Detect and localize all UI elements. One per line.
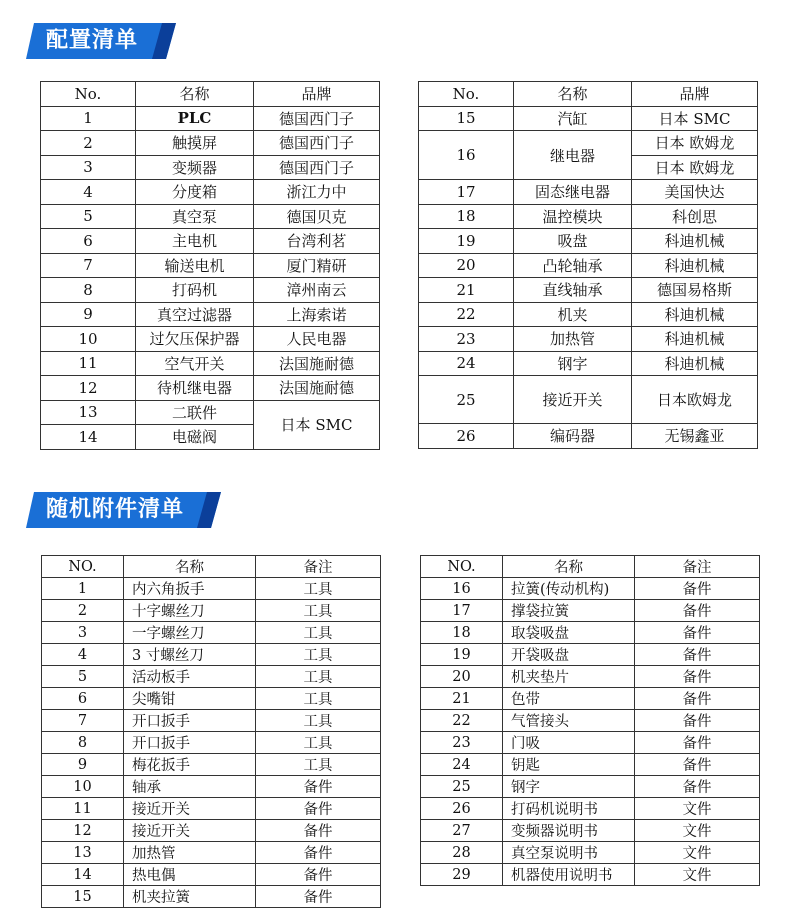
cell-brand: 日本 SMC <box>254 400 380 449</box>
cell-no: 22 <box>419 302 514 327</box>
table-row <box>41 351 380 376</box>
cell-brand: 德国西门子 <box>254 155 380 180</box>
table-row <box>421 622 760 644</box>
cell-no: 7 <box>41 253 136 278</box>
cell-remark: 备件 <box>256 776 381 798</box>
table-row <box>42 754 381 776</box>
cell-no: 29 <box>421 864 503 886</box>
table-row <box>41 400 380 425</box>
table-row <box>421 820 760 842</box>
cell-remark: 工具 <box>256 710 381 732</box>
cell-brand: 德国西门子 <box>254 106 380 131</box>
cell-name: 吸盘 <box>514 229 632 254</box>
cell-remark: 备件 <box>635 754 760 776</box>
cell-name: 固态继电器 <box>514 180 632 205</box>
config-table-left <box>40 81 380 450</box>
cell-no: 5 <box>42 666 124 688</box>
cell-name: 机夹拉簧 <box>124 886 256 908</box>
table-row <box>419 180 758 205</box>
cell-remark: 备件 <box>635 622 760 644</box>
header-no: No. <box>41 82 136 107</box>
cell-no: 25 <box>419 376 514 424</box>
table-row <box>42 578 381 600</box>
cell-name: PLC <box>136 106 254 131</box>
cell-name: 内六角扳手 <box>124 578 256 600</box>
cell-name: 门吸 <box>503 732 635 754</box>
cell-no: 18 <box>421 622 503 644</box>
cell-brand: 日本欧姆龙 <box>632 376 758 424</box>
cell-name: 钢字 <box>514 351 632 376</box>
cell-no: 6 <box>42 688 124 710</box>
table-row <box>419 327 758 352</box>
table-row <box>419 229 758 254</box>
cell-name: 机夹 <box>514 302 632 327</box>
cell-name: 接近开关 <box>124 798 256 820</box>
cell-no: 2 <box>41 131 136 156</box>
header-no: NO. <box>42 556 124 578</box>
table-row <box>42 732 381 754</box>
cell-name: 拉簧(传动机构) <box>503 578 635 600</box>
cell-remark: 备件 <box>635 644 760 666</box>
cell-no: 10 <box>42 776 124 798</box>
table-row <box>419 278 758 303</box>
cell-name: 温控模块 <box>514 204 632 229</box>
cell-no: 5 <box>41 204 136 229</box>
cell-no: 4 <box>41 180 136 205</box>
cell-brand: 厦门精研 <box>254 253 380 278</box>
cell-name: 真空泵说明书 <box>503 842 635 864</box>
cell-name: 3 寸螺丝刀 <box>124 644 256 666</box>
cell-no: 15 <box>42 886 124 908</box>
header-remark: 备注 <box>256 556 381 578</box>
cell-name: 开口扳手 <box>124 732 256 754</box>
table-row <box>419 253 758 278</box>
header-name: 名称 <box>514 82 632 107</box>
cell-remark: 备件 <box>635 776 760 798</box>
cell-brand: 科迪机械 <box>632 253 758 278</box>
cell-brand: 科创思 <box>632 204 758 229</box>
cell-brand: 美国快达 <box>632 180 758 205</box>
table-row <box>421 710 760 732</box>
cell-name: 主电机 <box>136 229 254 254</box>
config-table-right <box>418 81 758 449</box>
cell-remark: 文件 <box>635 820 760 842</box>
cell-no: 24 <box>419 351 514 376</box>
cell-brand: 科迪机械 <box>632 229 758 254</box>
cell-remark: 备件 <box>635 578 760 600</box>
config-section-title: 配置清单 <box>46 28 139 53</box>
table-header-row <box>42 556 381 578</box>
table-row <box>42 710 381 732</box>
header-remark: 备注 <box>635 556 760 578</box>
cell-no: 25 <box>421 776 503 798</box>
cell-no: 16 <box>419 131 514 180</box>
header-brand: 品牌 <box>254 82 380 107</box>
table-row <box>41 278 380 303</box>
header-name: 名称 <box>124 556 256 578</box>
cell-no: 12 <box>42 820 124 842</box>
cell-name: 轴承 <box>124 776 256 798</box>
cell-no: 26 <box>419 424 514 449</box>
cell-brand: 日本 欧姆龙 <box>632 155 758 180</box>
cell-name: 一字螺丝刀 <box>124 622 256 644</box>
table-row <box>421 688 760 710</box>
cell-no: 14 <box>41 425 136 450</box>
cell-brand: 日本 SMC <box>632 106 758 131</box>
cell-name: 打码机 <box>136 278 254 303</box>
table-row <box>41 106 380 131</box>
table-row <box>419 302 758 327</box>
cell-remark: 备件 <box>635 732 760 754</box>
cell-no: 21 <box>421 688 503 710</box>
table-row <box>419 131 758 156</box>
cell-name: 机夹垫片 <box>503 666 635 688</box>
cell-brand: 科迪机械 <box>632 302 758 327</box>
cell-name: 加热管 <box>514 327 632 352</box>
cell-remark: 备件 <box>256 886 381 908</box>
table-row <box>421 842 760 864</box>
accessory-table-right <box>420 555 760 886</box>
cell-remark: 文件 <box>635 842 760 864</box>
cell-brand: 人民电器 <box>254 327 380 352</box>
table-row <box>41 155 380 180</box>
cell-name: 取袋吸盘 <box>503 622 635 644</box>
table-row <box>421 666 760 688</box>
table-row <box>41 327 380 352</box>
cell-name: 输送电机 <box>136 253 254 278</box>
cell-name: 气管接头 <box>503 710 635 732</box>
table-row <box>41 376 380 401</box>
cell-name: 热电偶 <box>124 864 256 886</box>
cell-remark: 备件 <box>256 820 381 842</box>
cell-remark: 备件 <box>256 798 381 820</box>
cell-name: 机器使用说明书 <box>503 864 635 886</box>
table-row <box>41 180 380 205</box>
table-row <box>42 622 381 644</box>
table-row <box>42 842 381 864</box>
cell-remark: 工具 <box>256 622 381 644</box>
cell-name: 梅花扳手 <box>124 754 256 776</box>
cell-name: 待机继电器 <box>136 376 254 401</box>
cell-remark: 工具 <box>256 754 381 776</box>
table-row <box>419 106 758 131</box>
cell-no: 4 <box>42 644 124 666</box>
cell-remark: 备件 <box>635 600 760 622</box>
cell-no: 19 <box>421 644 503 666</box>
cell-brand: 漳州南云 <box>254 278 380 303</box>
cell-no: 28 <box>421 842 503 864</box>
table-row <box>421 864 760 886</box>
table-row <box>421 732 760 754</box>
cell-remark: 工具 <box>256 600 381 622</box>
cell-name: 真空过滤器 <box>136 302 254 327</box>
cell-name: 钥匙 <box>503 754 635 776</box>
cell-brand: 台湾利茗 <box>254 229 380 254</box>
cell-name: 活动板手 <box>124 666 256 688</box>
cell-brand: 无锡鑫亚 <box>632 424 758 449</box>
cell-no: 26 <box>421 798 503 820</box>
cell-no: 17 <box>419 180 514 205</box>
cell-no: 9 <box>42 754 124 776</box>
cell-brand: 日本 欧姆龙 <box>632 131 758 156</box>
table-row <box>42 798 381 820</box>
cell-name: 分度箱 <box>136 180 254 205</box>
cell-no: 10 <box>41 327 136 352</box>
cell-name: 触摸屏 <box>136 131 254 156</box>
table-row <box>421 600 760 622</box>
cell-no: 1 <box>42 578 124 600</box>
cell-brand: 科迪机械 <box>632 351 758 376</box>
cell-no: 8 <box>41 278 136 303</box>
cell-no: 22 <box>421 710 503 732</box>
cell-name: 继电器 <box>514 131 632 180</box>
cell-remark: 备件 <box>256 842 381 864</box>
cell-remark: 备件 <box>635 688 760 710</box>
table-row <box>42 864 381 886</box>
cell-brand: 科迪机械 <box>632 327 758 352</box>
header-brand: 品牌 <box>632 82 758 107</box>
accessory-section-banner <box>26 492 221 528</box>
cell-no: 20 <box>421 666 503 688</box>
table-row <box>42 776 381 798</box>
cell-name: 变频器说明书 <box>503 820 635 842</box>
cell-no: 23 <box>419 327 514 352</box>
cell-no: 3 <box>42 622 124 644</box>
cell-no: 12 <box>41 376 136 401</box>
table-row <box>419 351 758 376</box>
cell-name: 撑袋拉簧 <box>503 600 635 622</box>
cell-no: 14 <box>42 864 124 886</box>
cell-name: 汽缸 <box>514 106 632 131</box>
cell-remark: 工具 <box>256 688 381 710</box>
cell-no: 19 <box>419 229 514 254</box>
cell-brand: 德国西门子 <box>254 131 380 156</box>
cell-no: 9 <box>41 302 136 327</box>
table-header-row <box>419 82 758 107</box>
table-header-row <box>41 82 380 107</box>
cell-no: 17 <box>421 600 503 622</box>
cell-no: 6 <box>41 229 136 254</box>
cell-no: 11 <box>42 798 124 820</box>
cell-remark: 文件 <box>635 864 760 886</box>
table-row <box>421 754 760 776</box>
cell-remark: 备件 <box>635 666 760 688</box>
cell-brand: 法国施耐德 <box>254 376 380 401</box>
config-section-banner <box>26 23 176 59</box>
cell-brand: 浙江力中 <box>254 180 380 205</box>
cell-remark: 工具 <box>256 644 381 666</box>
table-row <box>42 666 381 688</box>
cell-name: 过欠压保护器 <box>136 327 254 352</box>
cell-no: 13 <box>41 400 136 425</box>
header-name: 名称 <box>136 82 254 107</box>
cell-name: 空气开关 <box>136 351 254 376</box>
cell-brand: 上海索诺 <box>254 302 380 327</box>
cell-no: 3 <box>41 155 136 180</box>
header-name: 名称 <box>503 556 635 578</box>
table-row <box>41 131 380 156</box>
table-header-row <box>421 556 760 578</box>
table-row <box>421 578 760 600</box>
cell-remark: 工具 <box>256 578 381 600</box>
table-row <box>41 229 380 254</box>
table-row <box>42 886 381 908</box>
cell-no: 1 <box>41 106 136 131</box>
cell-name: 色带 <box>503 688 635 710</box>
table-row <box>41 253 380 278</box>
table-row <box>41 204 380 229</box>
cell-no: 27 <box>421 820 503 842</box>
cell-remark: 工具 <box>256 666 381 688</box>
table-row <box>421 798 760 820</box>
table-row <box>421 644 760 666</box>
cell-no: 11 <box>41 351 136 376</box>
cell-name: 十字螺丝刀 <box>124 600 256 622</box>
cell-brand: 德国贝克 <box>254 204 380 229</box>
cell-remark: 文件 <box>635 798 760 820</box>
cell-no: 21 <box>419 278 514 303</box>
cell-name: 加热管 <box>124 842 256 864</box>
table-row <box>42 820 381 842</box>
cell-no: 20 <box>419 253 514 278</box>
cell-name: 开口扳手 <box>124 710 256 732</box>
cell-no: 2 <box>42 600 124 622</box>
cell-no: 23 <box>421 732 503 754</box>
cell-name: 凸轮轴承 <box>514 253 632 278</box>
cell-brand: 法国施耐德 <box>254 351 380 376</box>
cell-remark: 工具 <box>256 732 381 754</box>
cell-no: 15 <box>419 106 514 131</box>
cell-name: 直线轴承 <box>514 278 632 303</box>
cell-name: 编码器 <box>514 424 632 449</box>
table-row <box>421 776 760 798</box>
header-no: NO. <box>421 556 503 578</box>
accessory-section-title: 随机附件清单 <box>46 497 185 522</box>
cell-name: 二联件 <box>136 400 254 425</box>
cell-name: 电磁阀 <box>136 425 254 450</box>
table-row <box>419 376 758 424</box>
cell-no: 18 <box>419 204 514 229</box>
cell-name: 接近开关 <box>514 376 632 424</box>
cell-name: 变频器 <box>136 155 254 180</box>
cell-name: 打码机说明书 <box>503 798 635 820</box>
accessory-table-left <box>41 555 381 908</box>
cell-no: 7 <box>42 710 124 732</box>
table-row <box>42 644 381 666</box>
cell-name: 钢字 <box>503 776 635 798</box>
cell-no: 24 <box>421 754 503 776</box>
table-row <box>42 600 381 622</box>
table-row <box>41 302 380 327</box>
cell-name: 尖嘴钳 <box>124 688 256 710</box>
cell-remark: 备件 <box>635 710 760 732</box>
cell-no: 13 <box>42 842 124 864</box>
table-row <box>419 204 758 229</box>
cell-remark: 备件 <box>256 864 381 886</box>
cell-name: 开袋吸盘 <box>503 644 635 666</box>
cell-no: 8 <box>42 732 124 754</box>
header-no: No. <box>419 82 514 107</box>
cell-no: 16 <box>421 578 503 600</box>
table-row <box>42 688 381 710</box>
cell-brand: 德国易格斯 <box>632 278 758 303</box>
table-row <box>419 424 758 449</box>
cell-name: 真空泵 <box>136 204 254 229</box>
cell-name: 接近开关 <box>124 820 256 842</box>
